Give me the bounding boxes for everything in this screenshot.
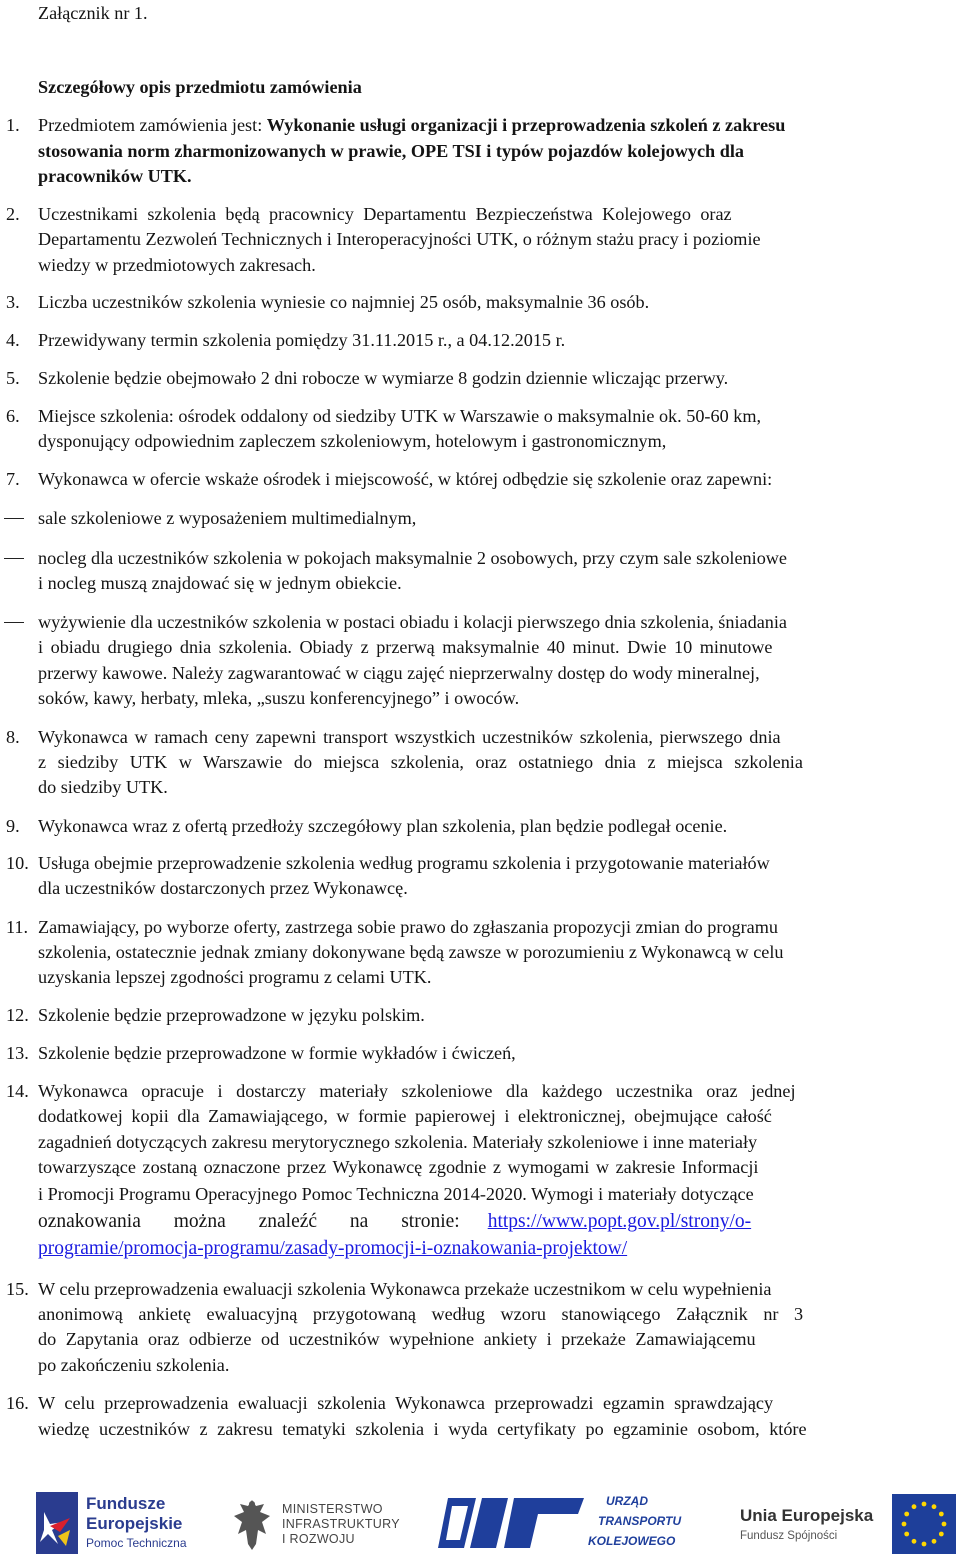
fundusze-europejskie-logo: [36, 1492, 196, 1556]
item-line: Szkolenie będzie przeprowadzone w języku polskim.: [38, 1005, 425, 1025]
item-line: Wykonawca wraz z ofertą przedłoży szczegółowy plan szkolenia, plan będzie podlegał ocenie.: [38, 816, 728, 836]
eu-star-icon: [942, 1522, 947, 1527]
item-number: 10.: [6, 853, 29, 873]
item-number: 11.: [6, 917, 29, 937]
item-line: Przewidywany termin szkolenia pomiędzy 31.11.2015 r., a 04.12.2015 r.: [38, 330, 566, 350]
item-line: towarzyszące zostaną oznaczone przez Wykonawcę zgodnie z wymogami w zakresie Informacji: [38, 1157, 759, 1177]
item-line: dysponujący odpowiednim zapleczem szkoleniowym, hotelowym i gastronomicznym,: [38, 431, 667, 451]
item-line: Departamentu Zezwoleń Technicznych i Interoperacyjności UTK, o różnym stażu pracy i poziomie: [38, 229, 761, 249]
item-line: Uczestnikami szkolenia będą pracownicy Departamentu Bezpieczeństwa Kolejowego oraz: [38, 204, 732, 224]
item-line: Liczba uczestników szkolenia wyniesie co najmniej 25 osób, maksymalnie 36 osób.: [38, 292, 650, 312]
item-line: [38, 114, 785, 136]
item-1-subject: Wykonanie usługi organizacji i przeprowadzenia szkoleń z zakresu: [266, 115, 786, 135]
item-line: [38, 1238, 627, 1260]
attachment-label: Załącznik nr 1.: [38, 3, 148, 23]
item-line: W celu przeprowadzenia ewaluacji szkolenia Wykonawca przekaże uczestnikom w celu wypełnienia: [38, 1279, 772, 1299]
item-line: z siedziby UTK w Warszawie do miejsca szkolenia, oraz ostatniego dnia z miejsca szkolenia: [38, 752, 803, 772]
item-line: Wykonawca w ramach ceny zapewni transport wszystkich uczestników szkolenia, pierwszego dnia: [38, 727, 781, 747]
item-number: 2.: [6, 204, 20, 224]
eu-logo: [740, 1494, 958, 1556]
eu-star-icon: [902, 1522, 907, 1527]
bullet-line: wyżywienie dla uczestników szkolenia w postaci obiadu i kolacji pierwszego dnia szkolenia, śniadania: [38, 612, 787, 632]
ministry-line1: MINISTERSTWO: [282, 1502, 383, 1516]
ministry-line2: INFRASTRUKTURY: [282, 1517, 400, 1531]
bullet-line: i nocleg muszą znajdować się w jednym obiekcie.: [38, 573, 402, 593]
item-line: szkolenia, ostatecznie jednak zmiany dokonywane będą zawsze w porozumieniu z Wykonawcą w celu: [38, 942, 784, 962]
dash-bullet-icon: [4, 622, 24, 623]
eu-star-icon: [939, 1512, 944, 1517]
item-line: po zakończeniu szkolenia.: [38, 1355, 230, 1375]
item-line: [38, 1211, 751, 1233]
eu-line2: Fundusz Spójności: [740, 1530, 838, 1542]
eagle-emblem-icon: [230, 1496, 274, 1552]
item-line: Zamawiający, po wyborze oferty, zastrzega sobie prawo do zgłaszania propozycji zmian do programu: [38, 917, 778, 937]
item-line: pracowników UTK.: [38, 166, 192, 186]
fe-line1: Fundusze: [86, 1494, 166, 1513]
bullet-line: i obiadu drugiego dnia szkolenia. Obiady z przerwą maksymalnie 40 minut. Dwie 10 minutowe: [38, 637, 773, 657]
eu-star-icon: [904, 1532, 909, 1537]
item-line: dla uczestników dostarczonych przez Wykonawcę.: [38, 878, 408, 898]
fe-line2: Europejskie: [86, 1514, 183, 1533]
item-1-prefix: Przedmiotem zamówienia jest:: [38, 115, 267, 135]
bullet-line: sale szkoleniowe z wyposażeniem multimedialnym,: [38, 508, 417, 528]
item-number: 6.: [6, 406, 20, 426]
eu-star-icon: [904, 1512, 909, 1517]
item-number: 15.: [6, 1279, 29, 1299]
item-number: 12.: [6, 1005, 29, 1025]
item-line: Miejsce szkolenia: ośrodek oddalony od siedziby UTK w Warszawie o maksymalnie ok. 50-60 km,: [38, 406, 762, 426]
item-line: Wykonawca w ofercie wskaże ośrodek i miejscowość, w której odbędzie się szkolenie oraz zapewni:: [38, 469, 773, 489]
eu-star-icon: [922, 1542, 927, 1547]
eu-star-icon: [912, 1539, 917, 1544]
item-number: 3.: [6, 292, 20, 312]
item-line: W celu przeprowadzenia ewaluacji szkolenia Wykonawca przeprowadzi egzamin sprawdzający: [38, 1393, 774, 1413]
eu-star-icon: [939, 1532, 944, 1537]
item-line: Szkolenie będzie obejmowało 2 dni robocze w wymiarze 8 godzin dziennie wliczając przerwy.: [38, 368, 729, 388]
item-number: 5.: [6, 368, 20, 388]
popt-link[interactable]: https://www.popt.gov.pl/strony/o-: [487, 1211, 752, 1232]
item-line: do Zapytania oraz odbierze od uczestników wypełnione ankiety i przekaże Zamawiającemu: [38, 1329, 756, 1349]
link-intro: oznakowania można znaleźć na stronie:: [38, 1211, 460, 1232]
dash-bullet-icon: [4, 558, 24, 559]
item-line: uzyskania lepszej zgodności programu z celami UTK.: [38, 967, 432, 987]
bullet-line: przerwy kawowe. Należy zagwarantować w ciągu zajęć nieprzerwalny dostęp do wody mineralnej,: [38, 663, 760, 683]
item-line: zagadnień dotyczących zakresu merytorycznego szkolenia. Materiały szkoleniowe i inne materiały: [38, 1132, 758, 1152]
utk-line3: KOLEJOWEGO: [588, 1534, 676, 1548]
bullet-line: nocleg dla uczestników szkolenia w pokojach maksymalnie 2 osobowych, przy czym sale szkoleniowe: [38, 548, 788, 568]
item-line: i Promocji Programu Operacyjnego Pomoc Techniczna 2014-2020. Wymogi i materiały dotyczące: [38, 1184, 754, 1204]
utk-logo: [438, 1492, 698, 1556]
bullet-line: soków, kawy, herbaty, mleka, „suszu konferencyjnego” i owoców.: [38, 688, 520, 708]
eu-star-icon: [912, 1504, 917, 1509]
eu-flag-icon: [892, 1494, 956, 1554]
item-number: 8.: [6, 727, 20, 747]
utk-emblem-icon: [438, 1492, 588, 1552]
item-number: 13.: [6, 1043, 29, 1063]
item-line: Wykonawca opracuje i dostarczy materiały szkoleniowe dla każdego uczestnika oraz jednej: [38, 1081, 796, 1101]
item-line: stosowania norm zharmonizowanych w prawie, OPE TSI i typów pojazdów kolejowych dla: [38, 141, 744, 161]
item-number: 16.: [6, 1393, 29, 1413]
eu-star-icon: [932, 1504, 937, 1509]
item-number: 7.: [6, 469, 20, 489]
eu-star-icon: [932, 1539, 937, 1544]
item-line: Szkolenie będzie przeprowadzone w formie wykładów i ćwiczeń,: [38, 1043, 516, 1063]
item-line: do siedziby UTK.: [38, 777, 168, 797]
item-line: Usługa obejmie przeprowadzenie szkolenia według programu szkolenia i przygotowanie materiałów: [38, 853, 770, 873]
item-number: 4.: [6, 330, 20, 350]
funding-logos-footer: [0, 1490, 960, 1558]
item-line: dodatkowej kopii dla Zamawiającego, w formie papierowej i elektronicznej, obejmujące całość: [38, 1106, 772, 1126]
item-line: wiedzy w przedmiotowych zakresach.: [38, 255, 316, 275]
dash-bullet-icon: [4, 518, 24, 519]
utk-line2: TRANSPORTU: [598, 1514, 682, 1528]
eu-line1: Unia Europejska: [740, 1506, 874, 1525]
item-line: wiedzę uczestników z zakresu tematyki szkolenia i wyda certyfikaty po egzaminie osobom, które: [38, 1419, 807, 1439]
item-number: 9.: [6, 816, 20, 836]
ministry-logo: [230, 1496, 410, 1554]
item-number: 1.: [6, 115, 20, 135]
popt-link-continuation[interactable]: programie/promocja-programu/zasady-promocji-i-oznakowania-projektow/: [38, 1238, 628, 1259]
fe-star-icon: [36, 1492, 78, 1554]
utk-line1: URZĄD: [606, 1494, 648, 1508]
item-line: anonimową ankietę ewaluacyjną przygotowaną według wzoru stanowiącego Załącznik nr 3: [38, 1304, 804, 1324]
document-title: Szczegółowy opis przedmiotu zamówienia: [38, 77, 362, 97]
fe-line3: Pomoc Techniczna: [86, 1536, 187, 1550]
ministry-line3: I ROZWOJU: [282, 1532, 355, 1546]
item-number: 14.: [6, 1081, 29, 1101]
eu-star-icon: [922, 1502, 927, 1507]
